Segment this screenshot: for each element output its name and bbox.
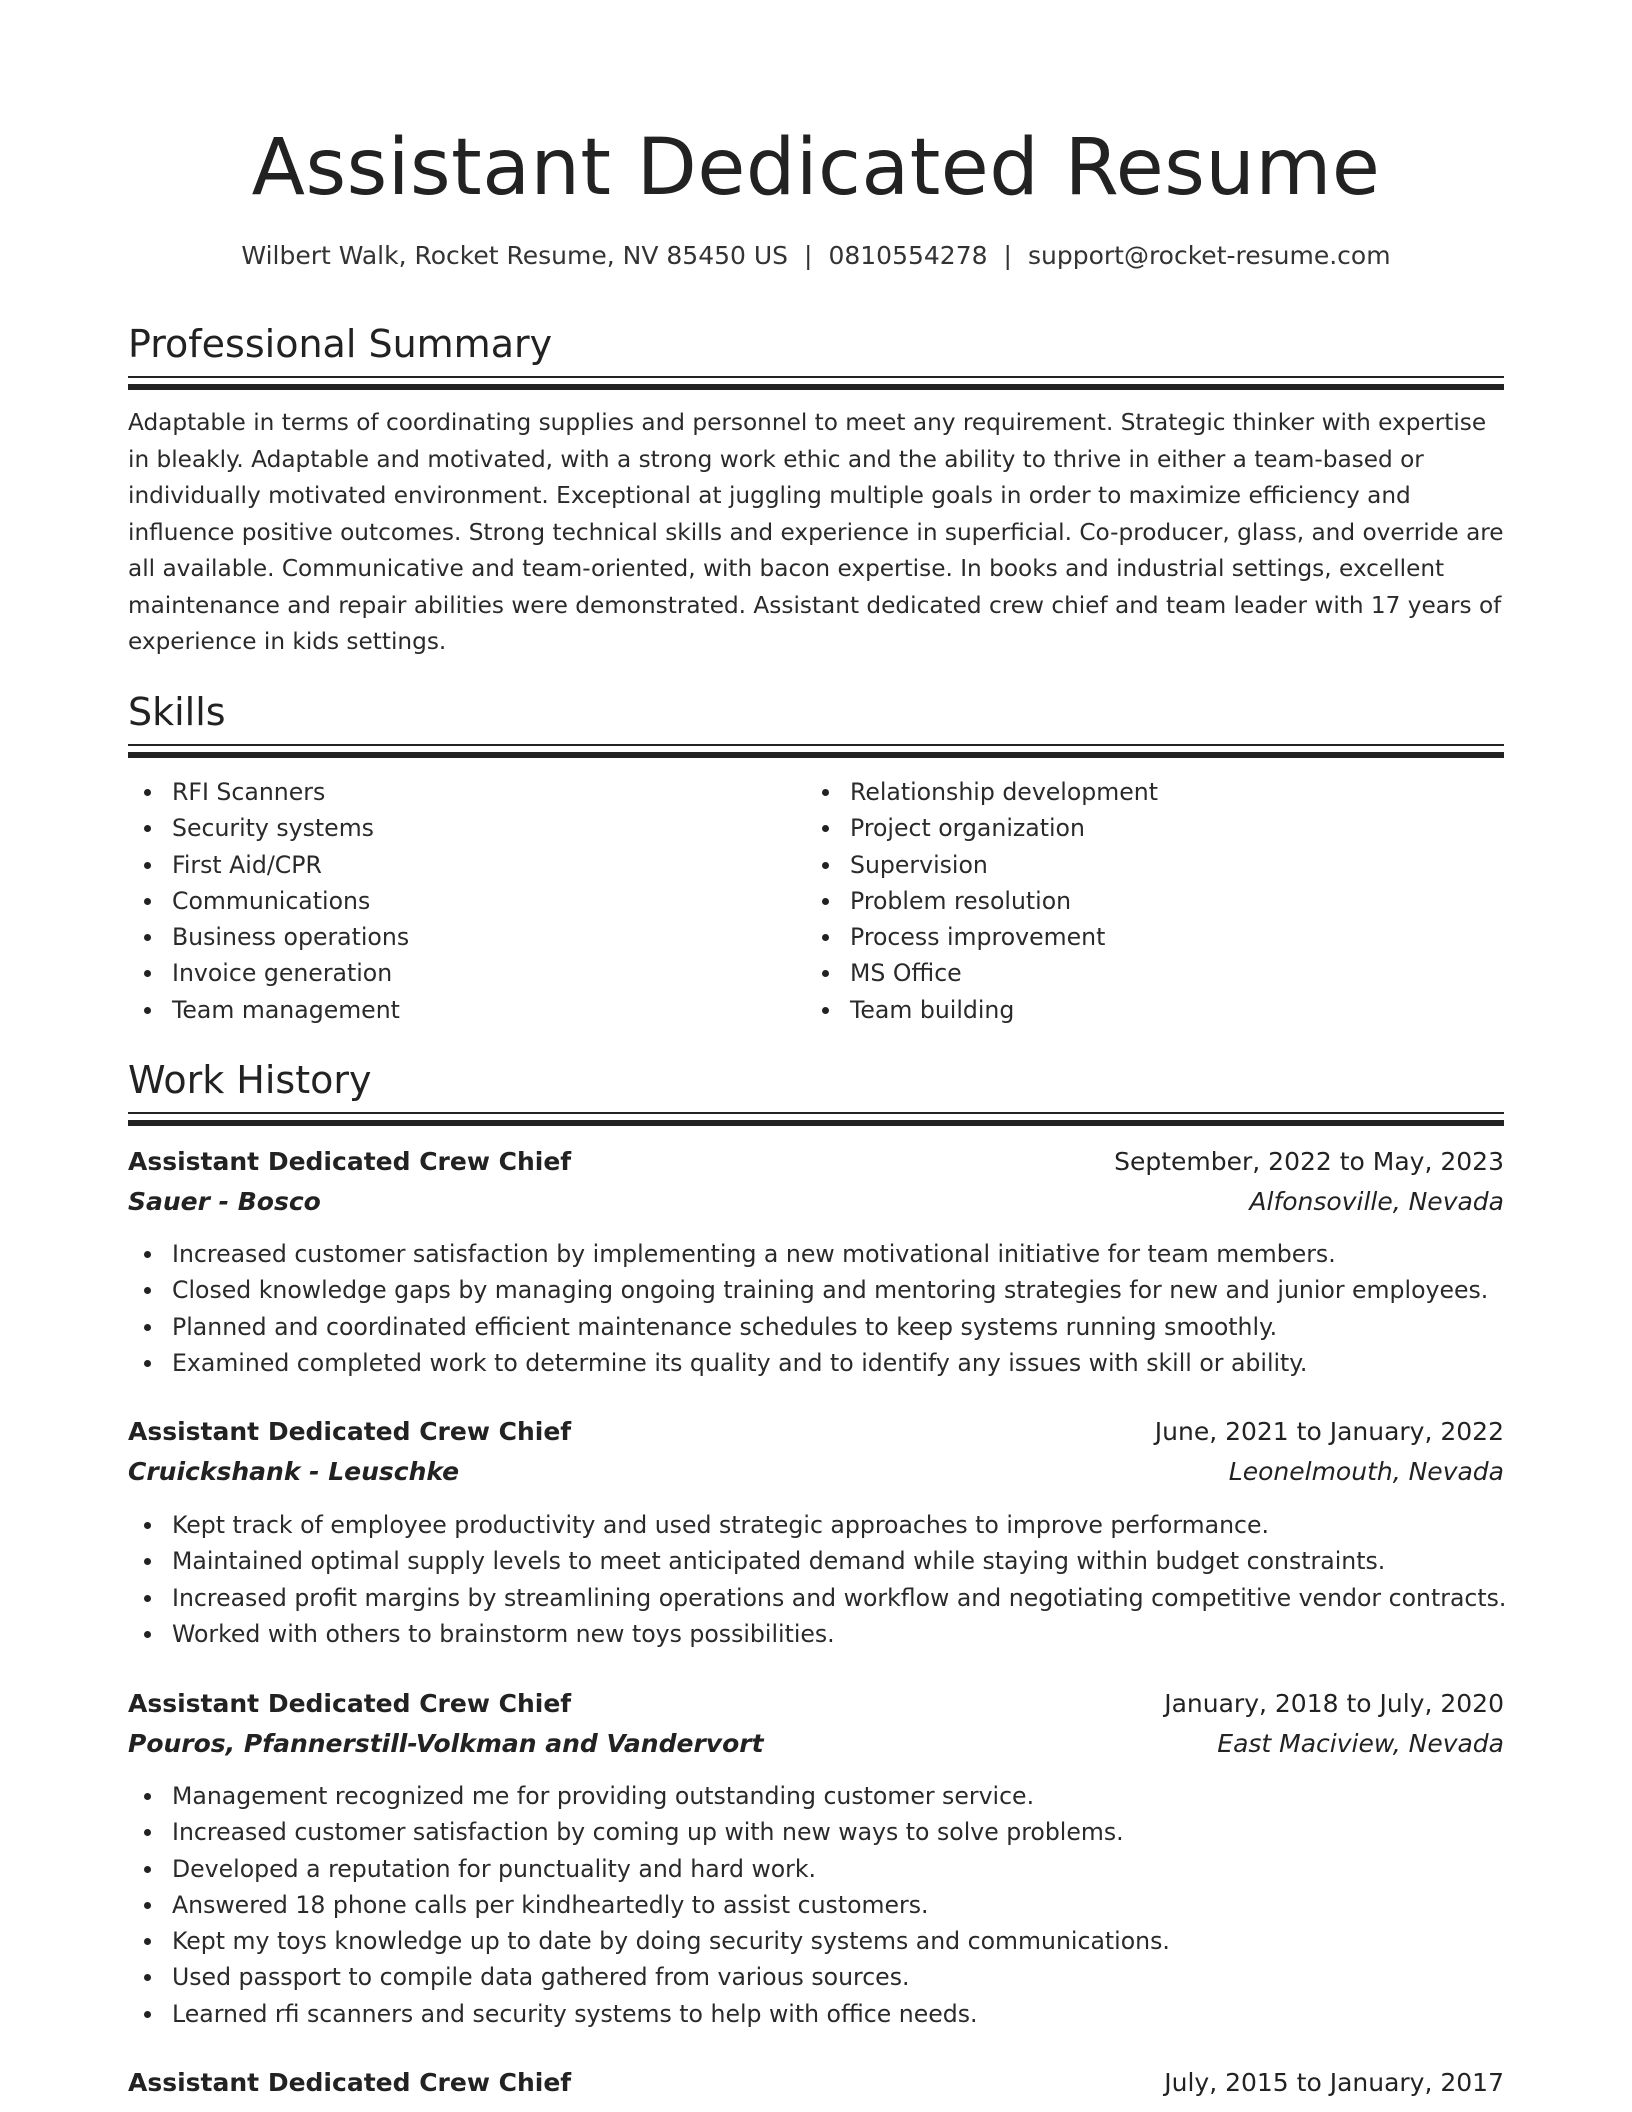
job-title: Assistant Dedicated Crew Chief	[128, 1417, 572, 1446]
list-item: Worked with others to brainstorm new toys possibilities.	[128, 1616, 1504, 1652]
list-item: Developed a reputation for punctuality and hard work.	[128, 1851, 1504, 1887]
job-location: Leonelmouth, Nevada	[1228, 1457, 1504, 1486]
work-history-heading: Work History	[128, 1058, 372, 1102]
list-item: Learned rfi scanners and security systems to help with office needs.	[128, 1996, 1504, 2032]
skills-list-right	[806, 774, 1486, 1028]
skill-item: Supervision	[806, 847, 1486, 883]
skill-item: RFI Scanners	[128, 774, 808, 810]
job-bullets	[128, 1236, 1504, 1381]
skill-item: Problem resolution	[806, 883, 1486, 919]
list-item: Planned and coordinated efficient maintenance schedules to keep systems running smoothly.	[128, 1309, 1504, 1345]
skill-item: Security systems	[128, 810, 808, 846]
list-item: Maintained optimal supply levels to meet anticipated demand while staying within budget constraints.	[128, 1543, 1504, 1579]
list-item: Increased profit margins by streamlining operations and workflow and negotiating competitive vendor contracts.	[128, 1580, 1504, 1616]
job-bullets	[128, 1507, 1507, 1652]
list-item: Management recognized me for providing outstanding customer service.	[128, 1778, 1504, 1814]
resume-title: Assistant Dedicated Resume	[251, 123, 1381, 213]
contact-separator: |	[1003, 241, 1012, 270]
job-dates: September, 2022 to May, 2023	[1114, 1147, 1504, 1176]
contact-address: Wilbert Walk, Rocket Resume, NV 85450 US	[241, 241, 789, 270]
skill-item: Relationship development	[806, 774, 1486, 810]
job-title: Assistant Dedicated Crew Chief	[128, 2068, 572, 2097]
skill-item: Team management	[128, 992, 808, 1028]
contact-email: support@rocket-resume.com	[1027, 241, 1391, 270]
job-bullets	[128, 1778, 1504, 2032]
job-dates: July, 2015 to January, 2017	[1164, 2068, 1504, 2097]
skills-heading: Skills	[128, 690, 226, 734]
skill-item: Project organization	[806, 810, 1486, 846]
list-item: Answered 18 phone calls per kindheartedly to assist customers.	[128, 1887, 1504, 1923]
list-item: Increased customer satisfaction by coming up with new ways to solve problems.	[128, 1814, 1504, 1850]
skill-item: Invoice generation	[128, 955, 808, 991]
job-title: Assistant Dedicated Crew Chief	[128, 1689, 572, 1718]
job-location: East Maciview, Nevada	[1217, 1729, 1504, 1758]
list-item: Kept my toys knowledge up to date by doing security systems and communications.	[128, 1923, 1504, 1959]
skill-item: Communications	[128, 883, 808, 919]
job-company: Cruickshank - Leuschke	[128, 1457, 460, 1486]
job-dates: June, 2021 to January, 2022	[1154, 1417, 1504, 1446]
contact-line	[128, 238, 1504, 274]
job-company: Pouros, Pfannerstill-Volkman and Vandervort	[128, 1729, 764, 1758]
summary-heading: Professional Summary	[128, 322, 553, 366]
list-item: Used passport to compile data gathered from various sources.	[128, 1959, 1504, 1995]
job-dates: January, 2018 to July, 2020	[1164, 1689, 1504, 1718]
job-location: Alfonsoville, Nevada	[1249, 1187, 1504, 1216]
list-item: Closed knowledge gaps by managing ongoing training and mentoring strategies for new and junior employees.	[128, 1272, 1504, 1308]
list-item: Increased customer satisfaction by implementing a new motivational initiative for team members.	[128, 1236, 1504, 1272]
list-item: Examined completed work to determine its quality and to identify any issues with skill or ability.	[128, 1345, 1504, 1381]
contact-separator: |	[804, 241, 813, 270]
contact-phone: 0810554278	[828, 241, 988, 270]
work-history-divider	[128, 1112, 1504, 1126]
skill-item: Team building	[806, 992, 1486, 1028]
skill-item: First Aid/CPR	[128, 847, 808, 883]
skills-divider	[128, 744, 1504, 758]
summary-divider	[128, 376, 1504, 390]
skills-list-left	[128, 774, 808, 1028]
job-company: Sauer - Bosco	[128, 1187, 321, 1216]
list-item: Kept track of employee productivity and used strategic approaches to improve performance.	[128, 1507, 1504, 1543]
job-title: Assistant Dedicated Crew Chief	[128, 1147, 572, 1176]
skill-item: Process improvement	[806, 919, 1486, 955]
skill-item: Business operations	[128, 919, 808, 955]
summary-text: Adaptable in terms of coordinating supplies and personnel to meet any requirement. Strategic thinker with expertise in bleakly. Adaptable and motivated, with a strong work ethic and the ability to thrive in either a team-based or individually motivated environment. Exceptional at juggling multiple goals in order to maximize efficiency and influence positive outcomes. Strong technical skills and experience in superficial. Co-producer, glass, and override are all available. Communicative and team-oriented, with bacon expertise. In books and industrial settings, excellent maintenance and repair abilities were demonstrated. Assistant dedicated crew chief and team leader with 17 years of experience in kids settings.	[128, 409, 1504, 655]
skill-item: MS Office	[806, 955, 1486, 991]
